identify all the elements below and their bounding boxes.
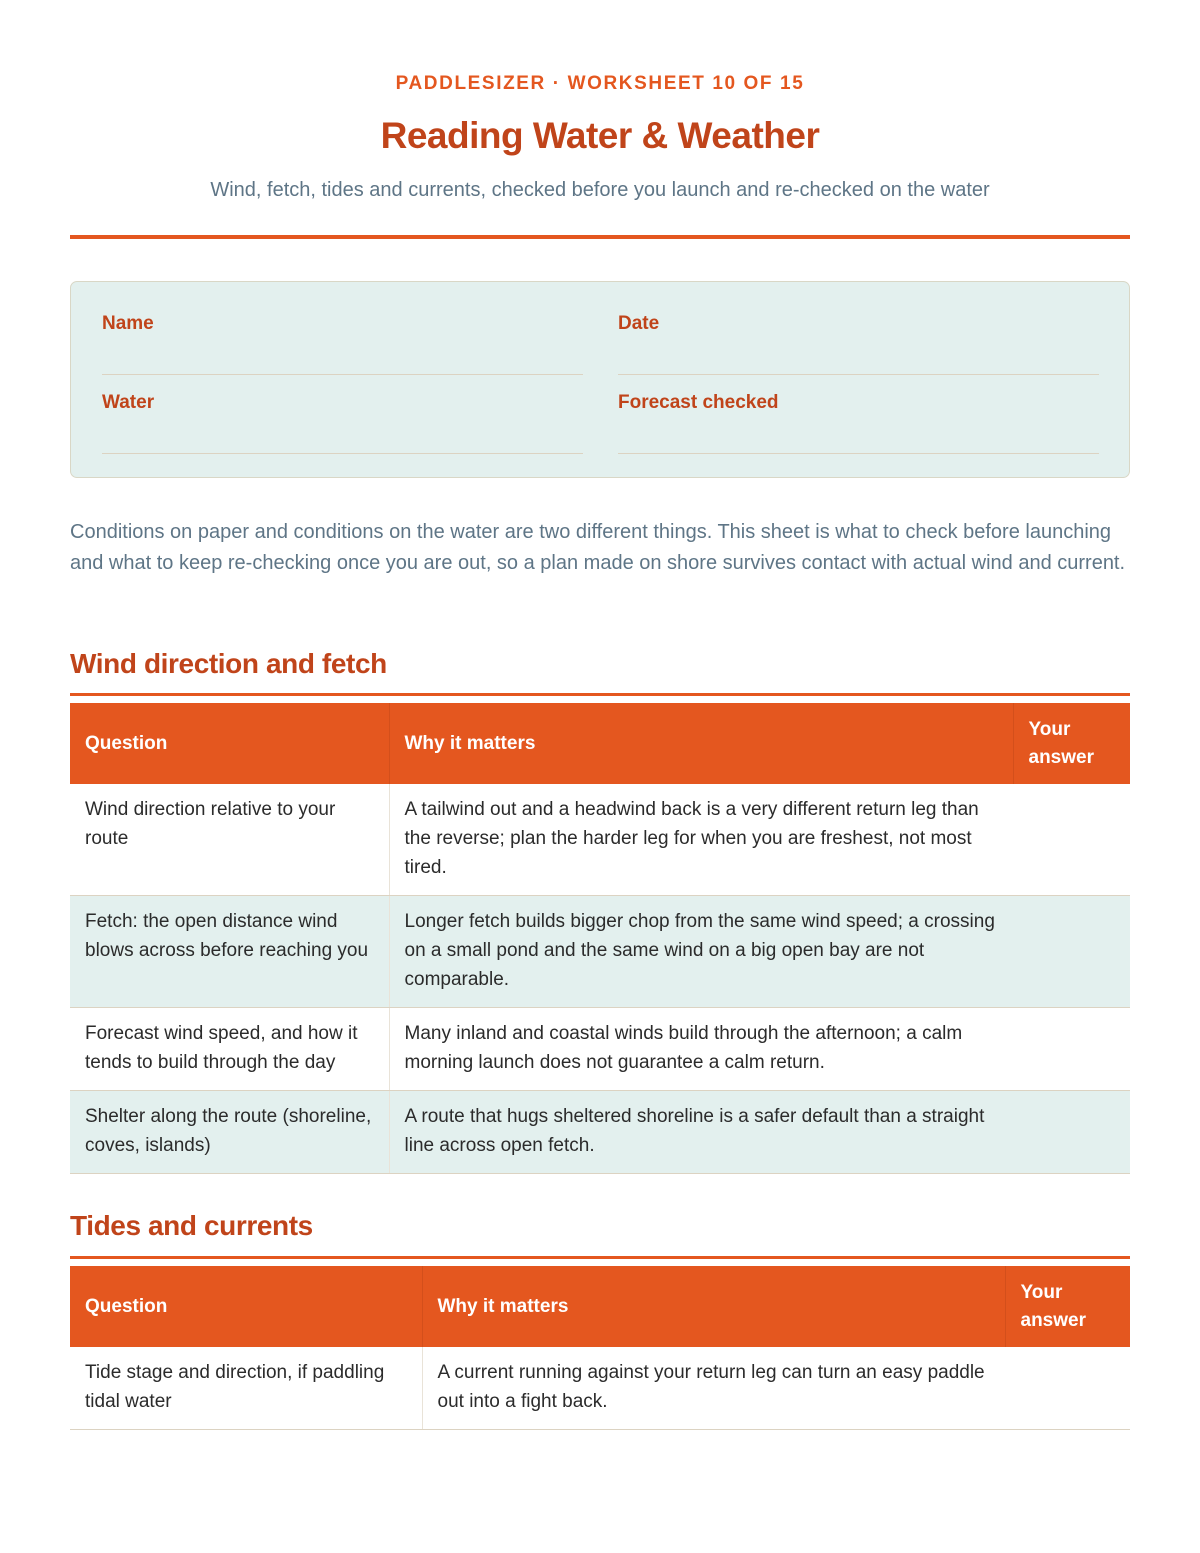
why-cell: A tailwind out and a headwind back is a very different return leg than the reverse; plan the harder leg for when you are freshest, not most tired.	[389, 784, 1013, 896]
water-label: Water	[102, 392, 155, 413]
header-divider	[70, 235, 1130, 239]
answer-cell[interactable]	[1005, 1347, 1130, 1430]
column-header-question: Question	[70, 703, 389, 784]
question-cell: Fetch: the open distance wind blows across before reaching you	[70, 896, 389, 1008]
column-header-question: Question	[70, 1266, 422, 1347]
table-row	[70, 1347, 1130, 1430]
column-header-answer: Your answer	[1013, 703, 1130, 784]
why-cell: Longer fetch builds bigger chop from the same wind speed; a crossing on a small pond and the same wind on a big open bay are not comparable.	[389, 896, 1013, 1008]
answer-cell[interactable]	[1013, 1091, 1130, 1174]
why-cell: A route that hugs sheltered shoreline is a safer default than a straight line across open fetch.	[389, 1091, 1013, 1174]
intro-paragraph: Conditions on paper and conditions on the water are two different things. This sheet is what to check before launching and what to keep re-checking once you are out, so a plan made on shore survives contact with actual wind and current.	[70, 521, 1126, 574]
answer-cell[interactable]	[1013, 784, 1130, 896]
worksheet-eyebrow: PADDLESIZER · WORKSHEET 10 OF 15	[395, 73, 805, 94]
name-field[interactable]	[102, 313, 583, 375]
section-title-wind: Wind direction and fetch	[70, 648, 387, 679]
name-label: Name	[102, 313, 154, 334]
date-label: Date	[618, 313, 660, 334]
section-divider-wind	[70, 693, 1130, 696]
table-header-row	[70, 703, 1130, 784]
tides-question-table	[70, 1266, 1130, 1430]
question-cell: Shelter along the route (shoreline, coves, islands)	[70, 1091, 389, 1174]
table-row	[70, 1091, 1130, 1174]
column-header-why: Why it matters	[389, 703, 1013, 784]
water-field[interactable]	[102, 392, 583, 454]
table-row	[70, 1008, 1130, 1091]
table-row	[70, 784, 1130, 896]
table-header-row	[70, 1266, 1130, 1347]
why-cell: A current running against your return leg can turn an easy paddle out into a fight back.	[422, 1347, 1005, 1430]
page-title: Reading Water & Weather	[380, 115, 820, 156]
student-info-box	[70, 281, 1130, 478]
question-cell: Forecast wind speed, and how it tends to build through the day	[70, 1008, 389, 1091]
section-title-tides: Tides and currents	[70, 1210, 313, 1241]
answer-cell[interactable]	[1013, 1008, 1130, 1091]
section-divider-tides	[70, 1256, 1130, 1259]
forecast-checked-field[interactable]	[618, 392, 1099, 454]
wind-question-table	[70, 703, 1130, 1174]
answer-cell[interactable]	[1013, 896, 1130, 1008]
forecast-checked-label: Forecast checked	[618, 392, 779, 413]
page-subtitle: Wind, fetch, tides and currents, checked before you launch and re-checked on the water	[210, 179, 990, 201]
question-cell: Wind direction relative to your route	[70, 784, 389, 896]
date-field[interactable]	[618, 313, 1099, 375]
column-header-why: Why it matters	[422, 1266, 1005, 1347]
column-header-answer: Your answer	[1005, 1266, 1130, 1347]
table-row	[70, 896, 1130, 1008]
question-cell: Tide stage and direction, if paddling tidal water	[70, 1347, 422, 1430]
why-cell: Many inland and coastal winds build through the afternoon; a calm morning launch does not guarantee a calm return.	[389, 1008, 1013, 1091]
